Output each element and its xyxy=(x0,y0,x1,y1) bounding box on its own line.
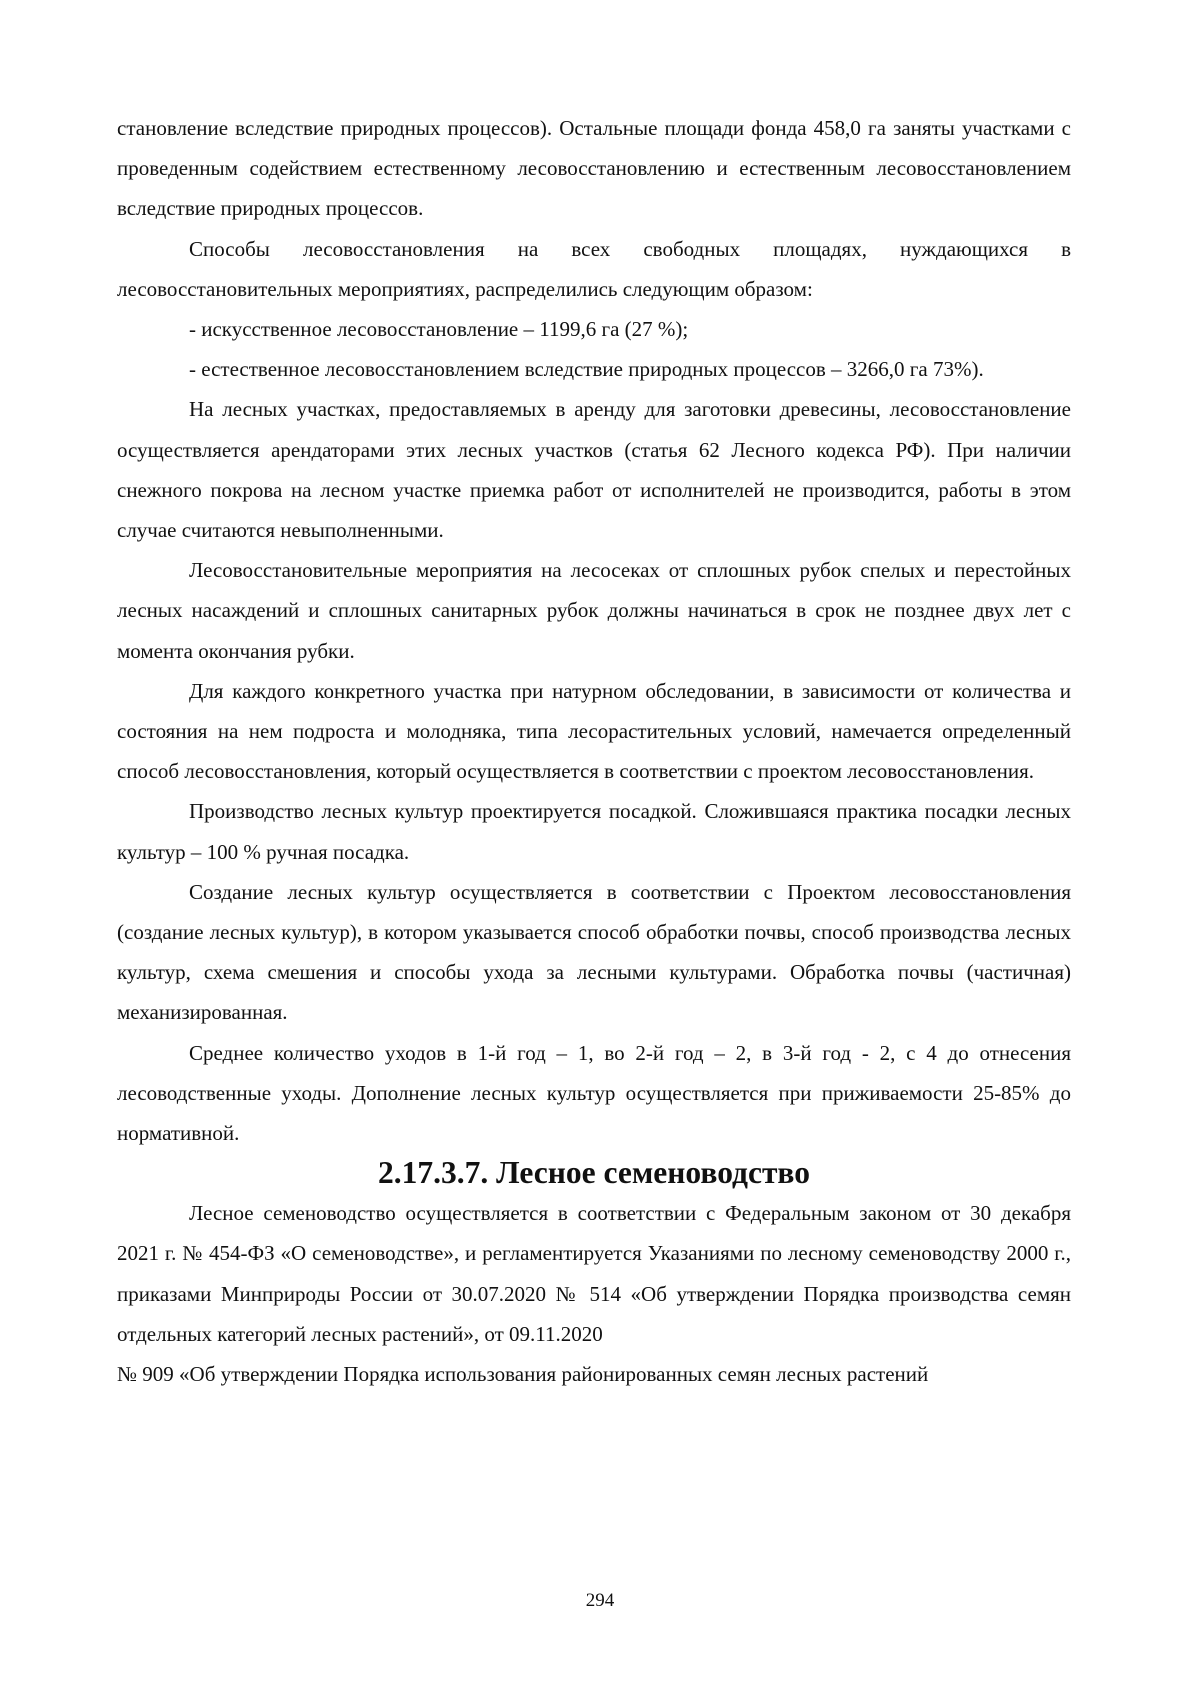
paragraph-felling-deadline: Лесовосстановительные мероприятия на лесосеках от сплошных рубок спелых и перестойных лесных насаждений и сплошных санитарных рубок должны начинаться в срок не позднее двух лет с момента окончания рубки. xyxy=(117,558,1071,663)
paragraph-seed-production: Лесное семеноводство осуществляется в соответствии с Федеральным законом от 30 декабря 2021 г. № 454-ФЗ «О семеноводстве», и регламентируется Указаниями по лесному семеноводству 2000 г., приказами Минприроды России от 30.07.2020 № 514 «Об утверждении Порядка производства семян отдельных категорий лесных растений», от 09.11.2020 xyxy=(117,1201,1071,1346)
list-item-natural: - естественное лесовосстановлением вследствие природных процессов – 3266,0 га 73%). xyxy=(189,357,984,382)
paragraph-care-count: Среднее количество уходов в 1-й год – 1, во 2-й год – 2, в 3-й год - 2, с 4 до отнесения лесоводственные уходы. Дополнение лесных культур осуществляется при приживаемости 25-85% до нормативной. xyxy=(117,1040,1071,1146)
page-number: 294 xyxy=(585,1590,615,1611)
list-item-artificial: - искусственное лесовосстановление – 1199,6 га (27 %); xyxy=(189,317,689,342)
paragraph-methods-intro: Способы лесовосстановления на всех свободных площадях, нуждающихся в лесовосстановительных мероприятиях, распределились следующим образом: xyxy=(117,236,1071,301)
paragraph-forest-cultures: Создание лесных культур осуществляется в соответствии с Проектом лесовосстановления (создание лесных культур), в котором указывается способ обработки почвы, способ производства лесных культур, схема смешения и способы ухода за лесными культурами. Обработка почвы (частичная) механизированная. xyxy=(117,879,1071,1025)
page-content xyxy=(117,108,1071,1394)
paragraph-survey-method: Для каждого конкретного участка при натурном обследовании, в зависимости от количества и состояния на нем подроста и молодняка, типа лесорастительных условий, намечается определенный способ лесовосстановления, который осуществляется в соответствии с проектом лесовосстановления. xyxy=(117,678,1071,784)
paragraph-continuation: становление вследствие природных процессов). Остальные площади фонда 458,0 га заняты участками с проведенным содействием естественному лесовосстановлению и естественным лесовосстановлением вследствие природных процессов. xyxy=(117,116,1071,221)
paragraph-planting: Производство лесных культур проектируется посадкой. Сложившаяся практика посадки лесных культур – 100 % ручная посадка. xyxy=(117,799,1071,864)
section-heading: 2.17.3.7. Лесное семеноводство xyxy=(378,1155,810,1191)
paragraph-lease-plots: На лесных участках, предоставляемых в аренду для заготовки древесины, лесовосстановление осуществляется арендаторами этих лесных участков (статья 62 Лесного кодекса РФ). При наличии снежного покрова на лесном участке приемка работ от исполнителей не производится, работы в этом случае считаются невыполненными. xyxy=(117,397,1071,543)
paragraph-seed-order: № 909 «Об утверждении Порядка использования районированных семян лесных растений xyxy=(117,1362,929,1387)
